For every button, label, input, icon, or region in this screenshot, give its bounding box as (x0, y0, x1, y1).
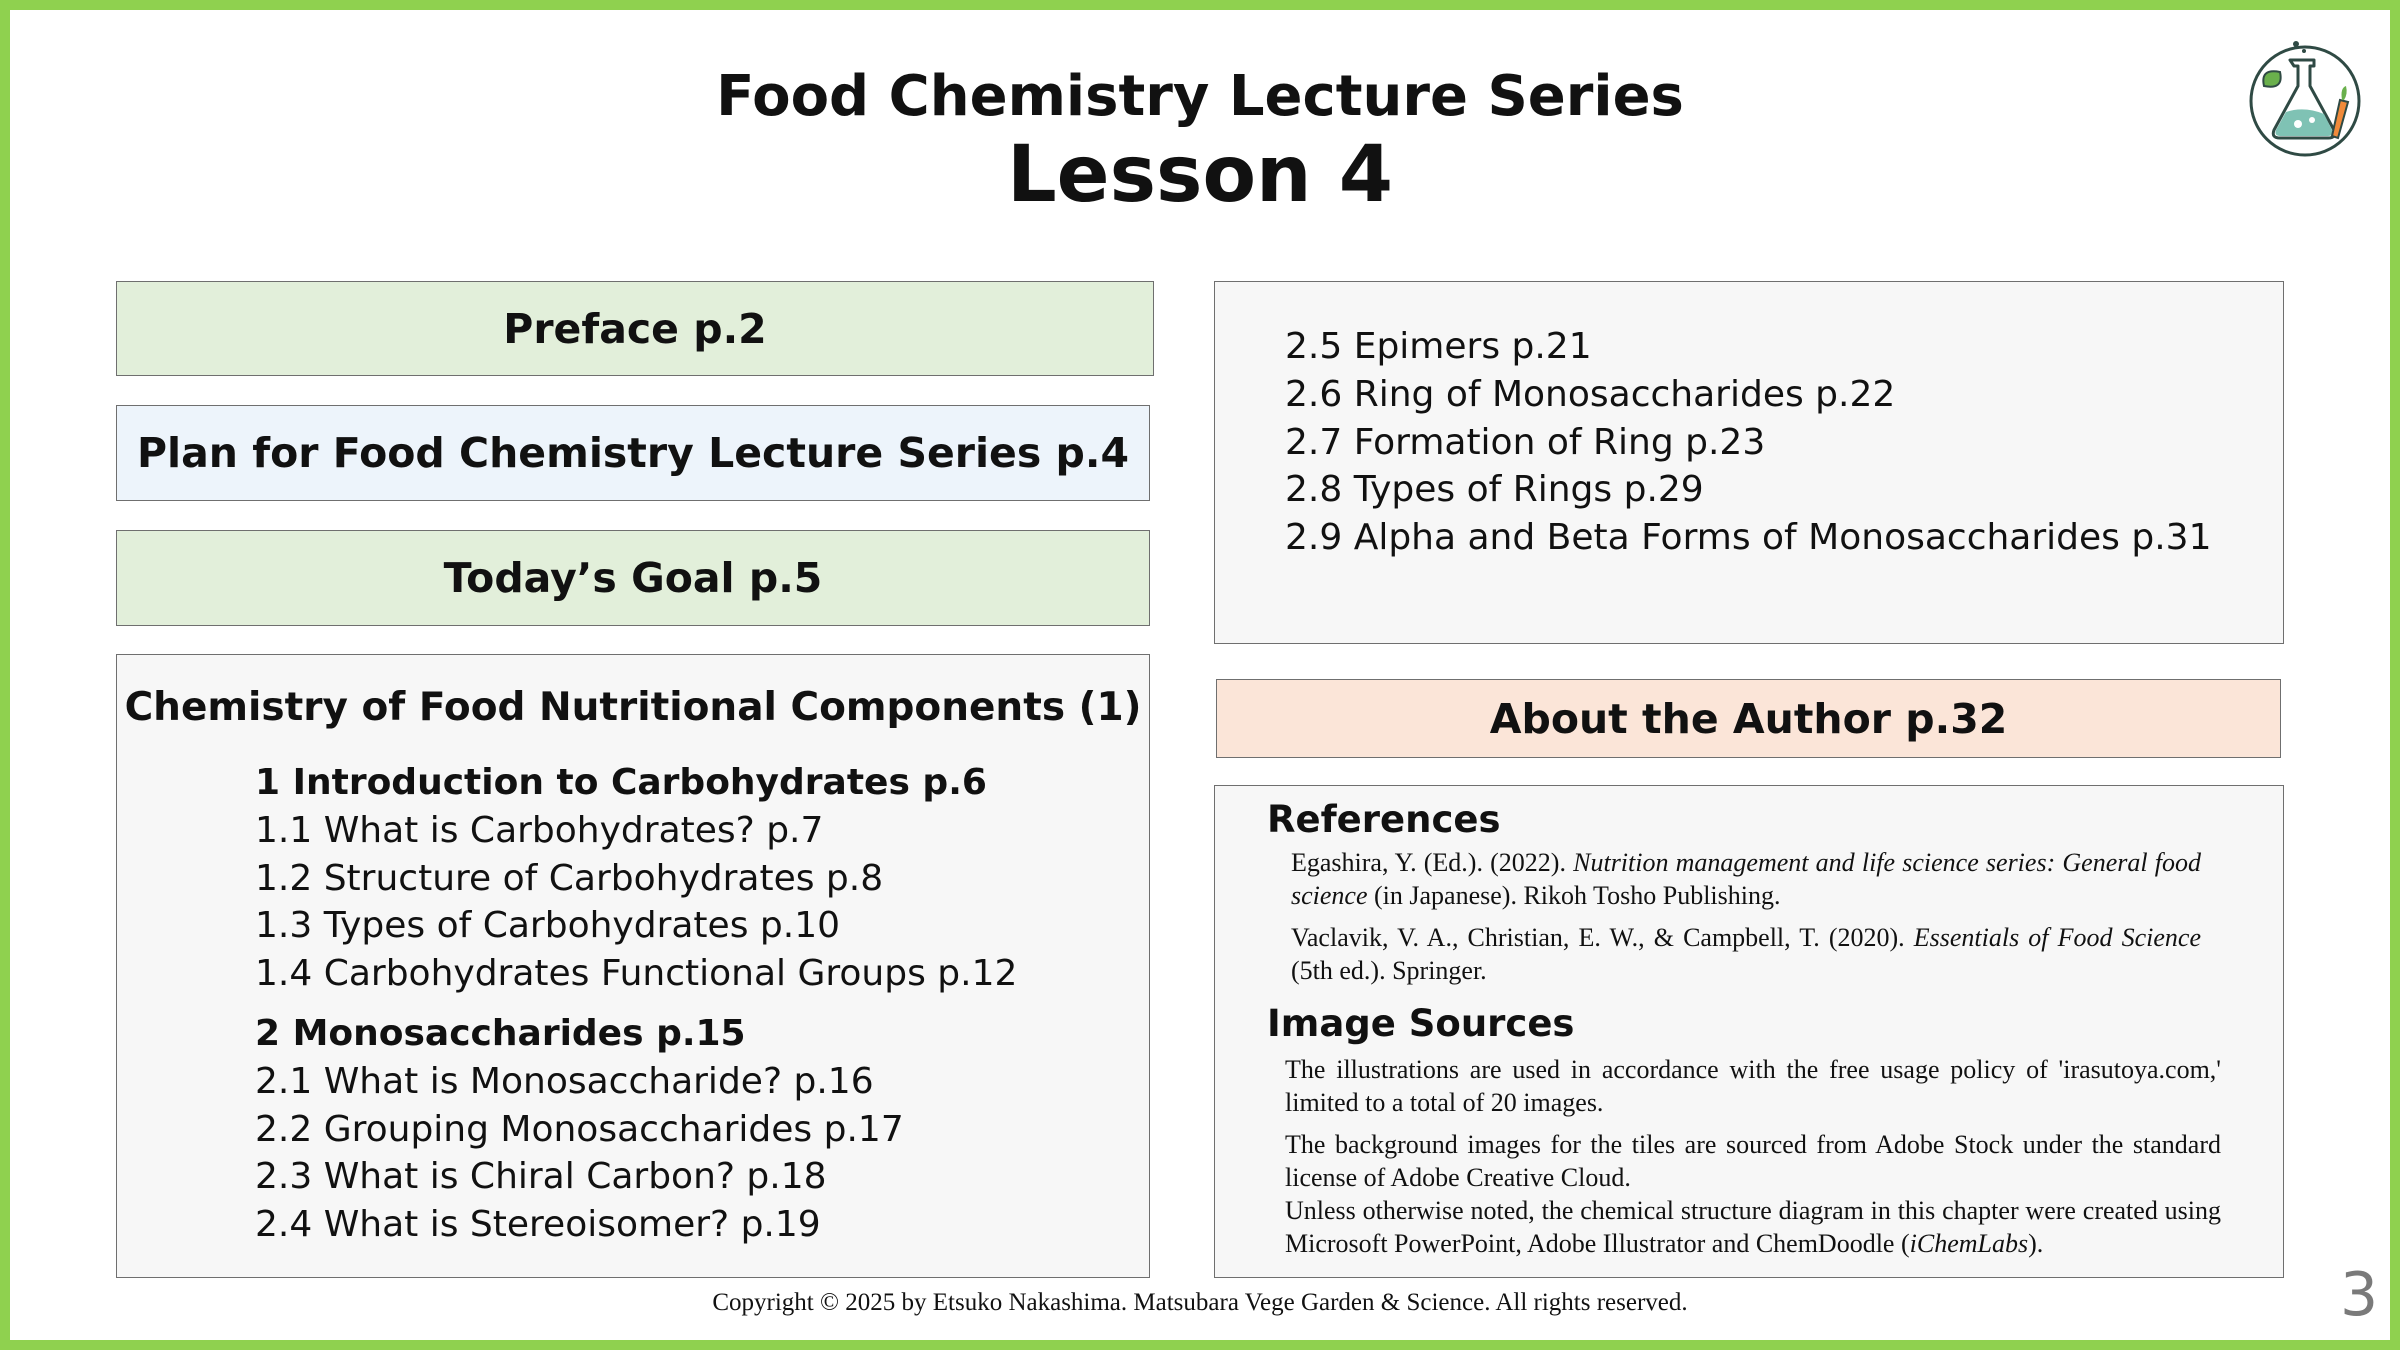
copyright-notice: Copyright © 2025 by Etsuko Nakashima. Matsubara Vege Garden & Science. All rights reserved. (712, 1289, 1688, 1316)
author-label: About the Author p.32 (1489, 694, 2008, 743)
image-sources-list (1285, 1053, 2221, 1260)
plan-tile[interactable] (116, 405, 1150, 501)
toc-item[interactable]: 2.9 Alpha and Beta Forms of Monosaccharides p.31 (1285, 517, 2212, 559)
reference-list (1291, 846, 2201, 996)
reference-entry (1291, 846, 2201, 912)
goal-label: Today’s Goal p.5 (443, 554, 823, 602)
image-source-text: Unless otherwise noted, the chemical structure diagram in this chapter were created using Microsoft PowerPoint, Adobe Illustrator and ChemDoodle ( (1285, 1196, 2221, 1258)
preface-tile[interactable] (116, 281, 1154, 376)
plan-label: Plan for Food Chemistry Lecture Series p.4 (137, 429, 1129, 477)
image-source-note (1285, 1194, 2221, 1260)
flask-vegetables-logo-icon (2244, 38, 2366, 160)
contents-continued-list (1285, 323, 2211, 562)
contents-list (255, 759, 1017, 1249)
goal-tile[interactable] (116, 530, 1150, 626)
toc-item[interactable]: 2.4 What is Stereoisomer? p.19 (255, 1204, 821, 1246)
contents-continued-panel (1214, 281, 2284, 644)
references-heading: References (1267, 798, 1501, 841)
toc-item[interactable]: 2.1 What is Monosaccharide? p.16 (255, 1060, 874, 1102)
toc-item[interactable]: 2.2 Grouping Monosaccharides p.17 (255, 1108, 904, 1150)
toc-item[interactable]: 2.8 Types of Rings p.29 (1285, 469, 1704, 511)
reference-authors: Vaclavik, V. A., Christian, E. W., & Campbell, T. (2020). (1291, 923, 1914, 952)
reference-authors: Egashira, Y. (Ed.). (2022). (1291, 848, 1574, 877)
toc-item[interactable]: 2.3 What is Chiral Carbon? p.18 (255, 1156, 827, 1198)
toc-item[interactable]: 1.1 What is Carbohydrates? p.7 (255, 809, 824, 851)
references-panel (1214, 785, 2284, 1278)
chemistry-contents-panel (116, 654, 1150, 1278)
toc-item[interactable]: 2 Monosaccharides p.15 (255, 1012, 746, 1054)
page-number: 3 (2340, 1260, 2379, 1330)
image-source-italic: iChemLabs (1909, 1229, 2029, 1258)
toc-item[interactable]: 1.3 Types of Carbohydrates p.10 (255, 905, 840, 947)
image-source-text: ). (2028, 1229, 2044, 1258)
toc-item[interactable]: 2.7 Formation of Ring p.23 (1285, 421, 1766, 463)
toc-item[interactable]: 2.5 Epimers p.21 (1285, 326, 1592, 367)
image-source-note: The background images for the tiles are sourced from Adobe Stock under the standard license of Adobe Creative Cloud. (1285, 1130, 2221, 1192)
toc-item[interactable]: 1 Introduction to Carbohydrates p.6 (255, 762, 987, 803)
reference-title: Essentials of Food Science (1913, 923, 2201, 952)
toc-item[interactable]: 1.2 Structure of Carbohydrates p.8 (255, 857, 884, 899)
toc-item[interactable]: 1.4 Carbohydrates Functional Groups p.12 (255, 953, 1018, 995)
reference-entry (1291, 921, 2201, 987)
image-sources-heading: Image Sources (1267, 1002, 1575, 1045)
lesson-title: Lesson 4 (1006, 130, 1393, 220)
preface-label: Preface p.2 (503, 304, 767, 353)
reference-publisher: (in Japanese). Rikoh Tosho Publishing. (1367, 881, 1781, 910)
series-title: Food Chemistry Lecture Series (716, 64, 1684, 129)
image-source-note: The illustrations are used in accordance with the free usage policy of 'irasutoya.com,' limited to a total of 20 images. (1285, 1055, 2221, 1117)
reference-publisher: (5th ed.). Springer. (1291, 956, 1487, 985)
chemistry-heading: Chemistry of Food Nutritional Components (1) (124, 685, 1142, 730)
toc-item[interactable]: 2.6 Ring of Monosaccharides p.22 (1285, 373, 1896, 415)
author-tile[interactable] (1216, 679, 2281, 758)
reference-title: Nutrition management and life science series: General food science (1291, 848, 2201, 910)
